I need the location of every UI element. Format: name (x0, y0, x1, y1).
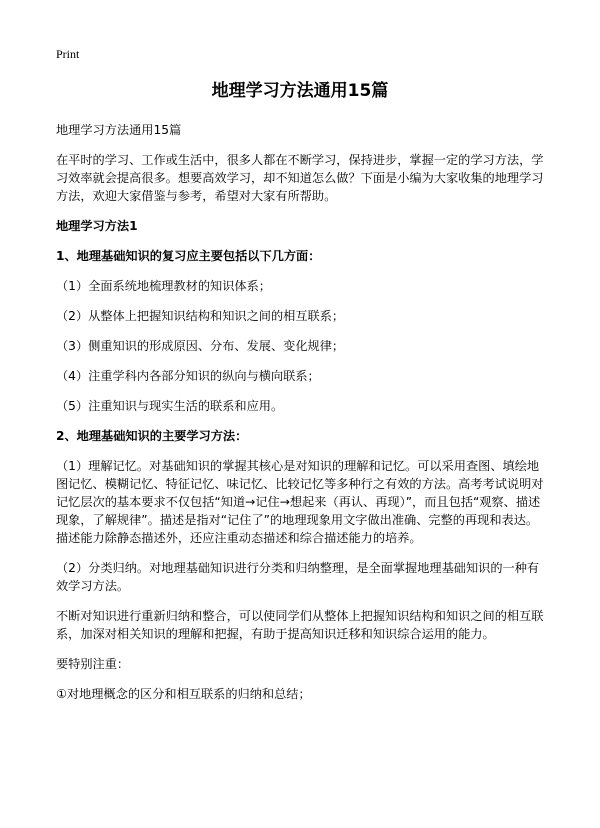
section-heading-review: 1、地理基础知识的复习应主要包括以下几方面： (56, 249, 321, 263)
list-item: （1）全面系统地梳理教材的知识体系； (56, 279, 271, 293)
method-paragraph: （1）理解记忆。对基础知识的掌握其核心是对知识的理解和记忆。可以采用查图、填绘地图记忆、模糊记忆、特征记忆、味记忆、比较记忆等多种行之有效的方法。高考考试说明对记忆层次的基本要求不仅包括“知道→记住→想起来（再认、再现）”，而且包括“观察、描述现象，了解规律”。描述是指对“记住了”的地理现象用文字做出准确、完整的再现和表达。描述能力除静态描述外，还应注重动态描述和综合描述能力的培养。 (56, 459, 544, 545)
section-title: 地理学习方法1 (56, 219, 138, 233)
integrate-paragraph: 不断对知识进行重新归纳和整合，可以使同学们从整体上把握知识结构和知识之间的相互联系，加深对相关知识的理解和把握，有助于提高知识迁移和知识综合运用的能力。 (56, 609, 544, 641)
document-body (56, 121, 550, 715)
list-item: （5）注重知识与现实生活的联系和应用。 (56, 399, 284, 413)
document-subtitle: 地理学习方法通用15篇 (56, 123, 182, 137)
attention-item: ①对地理概念的区分和相互联系的归纳和总结； (56, 687, 311, 701)
list-item: （4）注重学科内各部分知识的纵向与横向联系； (56, 369, 320, 383)
list-item: （2）从整体上把握知识结构和知识之间的相互联系； (56, 309, 345, 323)
intro-paragraph: 在平时的学习、工作或生活中，很多人都在不断学习，保持进步，掌握一定的学习方法，学习效率就会提高很多。想要高效学习，却不知道怎么做？下面是小编为大家收集的地理学习方法，欢迎大家借鉴与参考，希望对大家有所帮助。 (56, 153, 544, 203)
method-paragraph: （2）分类归纳。对地理基础知识进行分类和归纳整理，是全面掌握地理基础知识的一种有效学习方法。 (56, 561, 540, 593)
section-heading-methods: 2、地理基础知识的主要学习方法： (56, 429, 248, 443)
print-label: Print (56, 47, 80, 61)
attention-label: 要特别注重： (56, 657, 130, 671)
list-item: （3）侧重知识的形成原因、分布、发展、变化规律； (56, 339, 345, 353)
document-title: 地理学习方法通用15篇 (211, 81, 389, 101)
